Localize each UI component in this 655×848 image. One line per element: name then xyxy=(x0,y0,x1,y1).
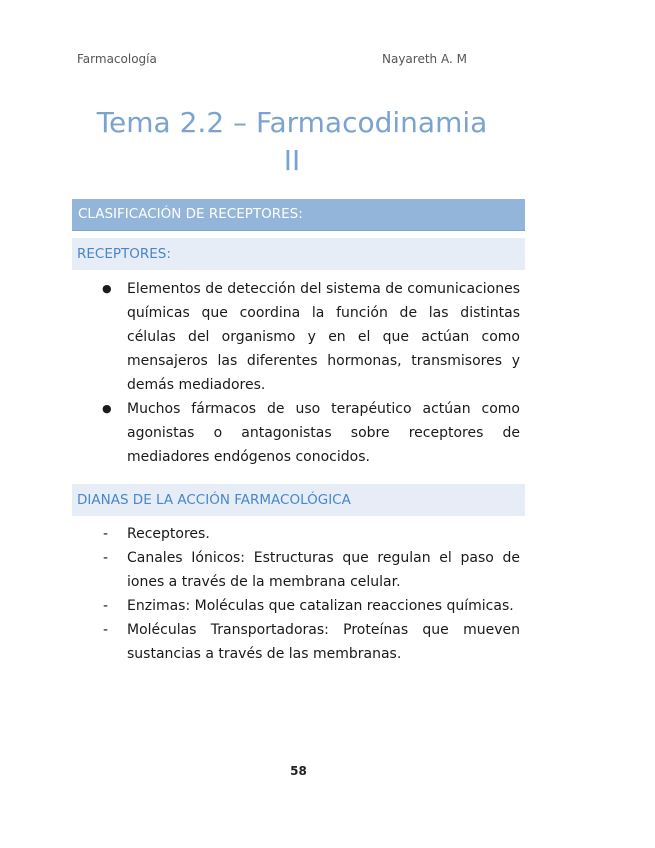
section-heading-dianas: DIANAS DE LA ACCIÓN FARMACOLÓGICA xyxy=(72,484,525,516)
section-heading-clasificacion: CLASIFICACIÓN DE RECEPTORES: xyxy=(72,199,525,231)
page-title-line2: II xyxy=(283,144,301,177)
list-item: - Moléculas Transportadoras: Proteínas que mueven sustancias a través de las membranas. xyxy=(100,618,520,666)
list-item: - Enzimas: Moléculas que catalizan reacciones químicas. xyxy=(100,594,520,618)
list-item: - Receptores. xyxy=(100,522,520,546)
dianas-list xyxy=(100,522,520,666)
receptores-list xyxy=(100,277,520,469)
section-heading-receptores: RECEPTORES: xyxy=(72,238,525,270)
list-item: - Canales Iónicos: Estructuras que regulan el paso de iones a través de la membrana celular. xyxy=(100,546,520,594)
page-title xyxy=(72,104,512,180)
page-number: 58 xyxy=(290,764,307,778)
header-subject: Farmacología xyxy=(77,52,157,66)
list-item: ● Muchos fármacos de uso terapéutico actúan como agonistas o antagonistas sobre receptores de mediadores endógenos conocidos. xyxy=(100,397,520,469)
list-item: ● Elementos de detección del sistema de comunicaciones químicas que coordina la función de las distintas células del organismo y en el que actúan como mensajeros las diferentes hormonas, transmisores y demás mediadores. xyxy=(100,277,520,397)
header-author: Nayareth A. M xyxy=(382,52,467,66)
page-title-line1: Tema 2.2 – Farmacodinamia xyxy=(96,106,488,139)
